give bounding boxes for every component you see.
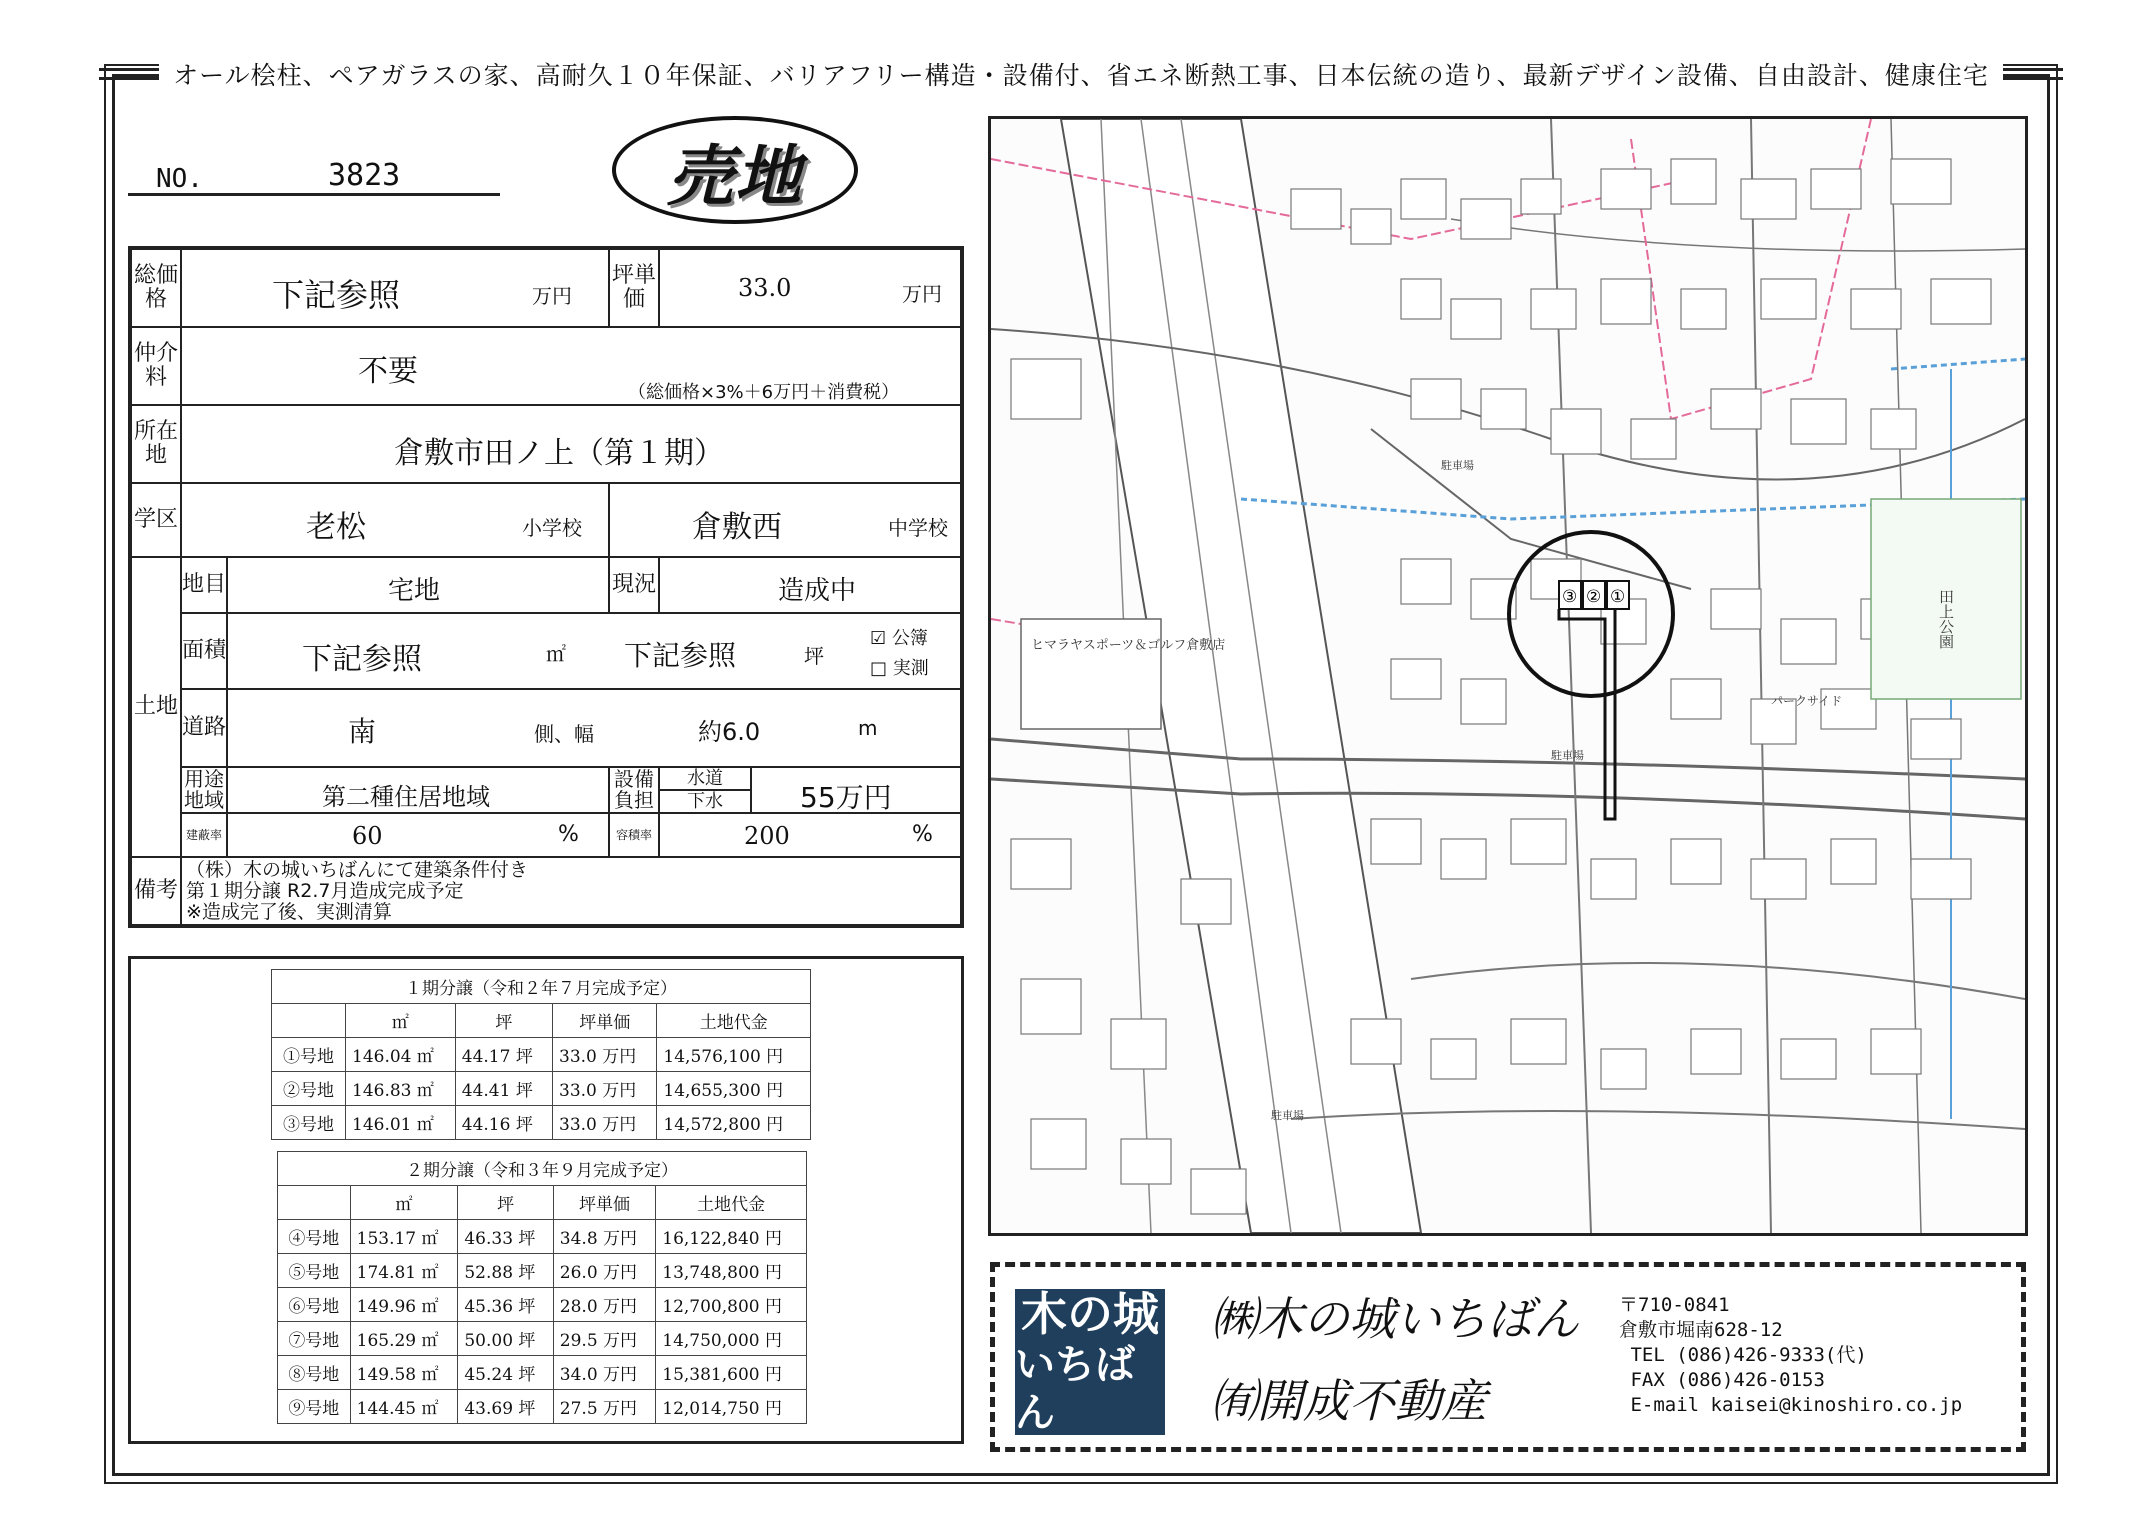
price-value: 下記参照	[272, 276, 401, 314]
phase1-caption: １期分譲（令和２年７月完成予定）	[272, 970, 811, 1004]
elementary-value: 老松	[306, 510, 366, 545]
road-cell	[227, 689, 961, 767]
phase1-cell: ②号地	[272, 1072, 346, 1106]
phase2-cell: 16,122,840 円	[656, 1220, 807, 1254]
phase2-cell: 165.29 ㎡	[350, 1322, 458, 1356]
area-cell	[227, 613, 961, 689]
phase1-cell: ③号地	[272, 1106, 346, 1140]
area-option-official[interactable]: ☑ 公簿	[870, 628, 928, 649]
phase1-header-cell: 土地代金	[657, 1004, 811, 1038]
lot-1-label: ①	[1610, 587, 1626, 607]
chimoku-value: 宅地	[388, 576, 441, 606]
elementary-unit: 小学校	[522, 516, 582, 540]
phase2-table	[277, 1151, 807, 1424]
coverage-label: 建蔽率	[181, 813, 227, 857]
land-label: 土地	[131, 557, 181, 857]
phase1-cell: 146.01 ㎡	[346, 1106, 456, 1140]
elementary-cell	[181, 483, 609, 557]
company-box	[990, 1262, 2026, 1452]
zoning-cell	[227, 767, 609, 813]
genkyo-cell	[659, 557, 961, 613]
phase2-cell: 27.5 万円	[553, 1390, 655, 1424]
phase2-cell: 34.0 万円	[553, 1356, 655, 1390]
phase2-header-row	[278, 1186, 807, 1220]
phase2-cell: 46.33 坪	[458, 1220, 553, 1254]
phase2-caption: ２期分譲（令和３年９月完成予定）	[278, 1152, 807, 1186]
phase2-cell: 144.45 ㎡	[350, 1390, 458, 1424]
phase1-header-cell	[272, 1004, 346, 1038]
phase2-cell: ⑥号地	[278, 1288, 351, 1322]
location-label: 所在地	[131, 405, 181, 483]
phase2-cell: 50.00 坪	[458, 1322, 553, 1356]
junior-unit: 中学校	[888, 516, 948, 540]
coverage-value: 60	[352, 822, 383, 850]
company-tel[interactable]: TEL (086)426-9333(代)	[1619, 1344, 1867, 1366]
parking-label-3: 駐車場	[1271, 1109, 1304, 1122]
coverage-cell	[227, 813, 609, 857]
road-label: 道路	[181, 689, 227, 767]
phase2-cell: ④号地	[278, 1220, 351, 1254]
listing-number-value: 3823	[328, 158, 401, 193]
road-side-label: 側、幅	[534, 722, 594, 746]
phase2-header-cell: 坪単価	[553, 1186, 655, 1220]
junior-cell	[609, 483, 961, 557]
coverage-unit: %	[558, 822, 579, 847]
phase2-cell: 14,750,000 円	[656, 1322, 807, 1356]
junior-value: 倉敷西	[692, 510, 782, 545]
tsubo-price-value: 33.0	[738, 274, 792, 302]
listing-type-badge	[612, 116, 858, 224]
banner-right-rule	[2003, 68, 2063, 80]
table-row	[278, 1356, 807, 1390]
phase1-header-cell: 坪単価	[553, 1004, 657, 1038]
tsubo-price-label: 坪単価	[609, 249, 659, 327]
utility-label: 設備負担	[609, 767, 659, 813]
phase2-cell: 13,748,800 円	[656, 1254, 807, 1288]
utility-water: 水道	[659, 767, 751, 790]
company-address: 倉敷市堀南628-12	[1619, 1319, 1783, 1341]
chimoku-cell	[227, 557, 609, 613]
area-option-measured[interactable]: □ 実測	[870, 658, 929, 679]
area-value-tsubo: 下記参照	[624, 639, 737, 672]
phase2-cell: 15,381,600 円	[656, 1356, 807, 1390]
fee-label: 仲介料	[131, 327, 181, 405]
lot-2-label: ②	[1586, 587, 1602, 607]
lot-pricing-panel	[128, 956, 964, 1444]
park-label: 田上公園	[1937, 589, 1955, 649]
phase2-cell: ⑧号地	[278, 1356, 351, 1390]
listing-number	[128, 158, 500, 196]
table-row	[278, 1322, 807, 1356]
phase2-cell: 12,014,750 円	[656, 1390, 807, 1424]
table-row	[272, 1038, 811, 1072]
phase2-cell: 149.96 ㎡	[350, 1288, 458, 1322]
phase2-header-cell: 坪	[458, 1186, 553, 1220]
logo-line-2: いちばん	[1015, 1341, 1135, 1436]
phase1-cell: ①号地	[272, 1038, 346, 1072]
remarks-line-3: ※造成完了後、実測清算	[186, 901, 392, 923]
phase2-cell: ⑨号地	[278, 1390, 351, 1424]
feature-banner	[112, 58, 2050, 90]
road-width-unit: m	[858, 716, 878, 740]
area-unit-m2: ㎡	[546, 642, 566, 666]
location-value: 倉敷市田ノ上（第１期）	[394, 436, 724, 471]
area-value-m2: 下記参照	[302, 642, 422, 677]
phase2-cell: 45.24 坪	[458, 1356, 553, 1390]
phase2-cell: 29.5 万円	[553, 1322, 655, 1356]
store-label: ヒマラヤスポーツ＆ゴルフ倉敷店	[1031, 638, 1226, 653]
banner-text: オール桧柱、ペアガラスの家、高耐久１０年保証、バリアフリー構造・設備付、省エネ断熱工事、日本伝統の造り、最新デザイン設備、自由設計、健康住宅	[159, 56, 2003, 92]
phase1-cell: 44.16 坪	[455, 1106, 552, 1140]
floor-ratio-value: 200	[744, 822, 790, 850]
table-row	[272, 1106, 811, 1140]
phase1-cell: 14,655,300 円	[657, 1072, 811, 1106]
park-side-label: パークサイド	[1771, 694, 1843, 708]
company-logo	[1015, 1289, 1165, 1435]
parking-label-2: 駐車場	[1551, 749, 1584, 762]
phase1-cell: 44.17 坪	[455, 1038, 552, 1072]
table-row	[278, 1390, 807, 1424]
remarks-line-2: 第１期分譲 R2.7月造成完成予定	[186, 880, 464, 902]
remarks-label: 備考	[131, 857, 181, 925]
company-name-1: ㈱木の城いちばん	[1211, 1292, 1579, 1346]
phase1-cell: 33.0 万円	[553, 1106, 657, 1140]
tsubo-price-cell	[659, 249, 961, 327]
price-cell	[181, 249, 609, 327]
spec-table	[128, 246, 964, 928]
phase1-cell: 33.0 万円	[553, 1072, 657, 1106]
banner-left-rule	[99, 68, 159, 80]
road-direction: 南	[348, 715, 377, 748]
utility-cost-cell	[751, 767, 961, 813]
phase2-header-cell: ㎡	[350, 1186, 458, 1220]
location-map[interactable]	[988, 116, 2028, 1236]
phase1-cell: 146.83 ㎡	[346, 1072, 456, 1106]
lot-3-label: ③	[1562, 587, 1578, 607]
phase2-cell: 45.36 坪	[458, 1288, 553, 1322]
fee-value: 不要	[358, 354, 418, 389]
phase2-cell: 43.69 坪	[458, 1390, 553, 1424]
floor-ratio-cell	[659, 813, 961, 857]
company-contact	[1619, 1293, 1962, 1418]
road-width: 約6.0	[698, 718, 761, 746]
phase2-header-cell: 土地代金	[656, 1186, 807, 1220]
fee-cell	[181, 327, 961, 405]
phase1-header-row	[272, 1004, 811, 1038]
table-row	[278, 1254, 807, 1288]
tsubo-price-unit: 万円	[902, 282, 942, 306]
area-label: 面積	[181, 613, 227, 689]
school-label: 学区	[131, 483, 181, 557]
phase1-header-cell: 坪	[455, 1004, 552, 1038]
utility-cost-value: 55万円	[800, 781, 892, 814]
phase2-cell: ⑤号地	[278, 1254, 351, 1288]
phase2-cell: 52.88 坪	[458, 1254, 553, 1288]
map-svg	[991, 119, 2025, 1233]
phase1-cell: 44.41 坪	[455, 1072, 552, 1106]
phase2-cell: 153.17 ㎡	[350, 1220, 458, 1254]
store-block	[1021, 619, 1161, 729]
remarks-line-1: （株）木の城いちばんにて建築条件付き	[186, 859, 529, 881]
company-name-2: ㈲開成不動産	[1211, 1374, 1487, 1428]
table-row	[278, 1220, 807, 1254]
zoning-value: 第二種住居地域	[322, 783, 490, 811]
table-row	[278, 1288, 807, 1322]
chimoku-label: 地目	[181, 557, 227, 613]
floor-ratio-unit: %	[912, 822, 933, 847]
phase1-table	[271, 969, 811, 1140]
company-fax: FAX (086)426-0153	[1619, 1369, 1825, 1391]
phase1-cell: 14,576,100 円	[657, 1038, 811, 1072]
company-email[interactable]: E-mail kaisei@kinoshiro.co.jp	[1619, 1394, 1963, 1416]
price-unit: 万円	[532, 284, 572, 308]
phase2-cell: 149.58 ㎡	[350, 1356, 458, 1390]
phase2-cell: 34.8 万円	[553, 1220, 655, 1254]
phase2-cell: ⑦号地	[278, 1322, 351, 1356]
phase2-cell: 26.0 万円	[553, 1254, 655, 1288]
floor-ratio-label: 容積率	[609, 813, 659, 857]
genkyo-label: 現況	[609, 557, 659, 613]
area-unit-tsubo: 坪	[804, 644, 824, 668]
phase2-cell: 12,700,800 円	[656, 1288, 807, 1322]
phase2-cell: 28.0 万円	[553, 1288, 655, 1322]
phase1-cell: 33.0 万円	[553, 1038, 657, 1072]
phase1-header-cell: ㎡	[346, 1004, 456, 1038]
phase1-cell: 146.04 ㎡	[346, 1038, 456, 1072]
phase2-cell: 174.81 ㎡	[350, 1254, 458, 1288]
utility-sewer: 下水	[659, 790, 751, 813]
parking-label-1: 駐車場	[1441, 459, 1474, 472]
listing-type-text: 売地	[667, 137, 803, 215]
zoning-label: 用途地域	[181, 767, 227, 813]
company-postal: 〒710-0841	[1619, 1294, 1730, 1316]
listing-number-label: NO.	[156, 164, 203, 194]
logo-line-1: 木の城	[1021, 1287, 1159, 1341]
table-row	[272, 1072, 811, 1106]
phase1-cell: 14,572,800 円	[657, 1106, 811, 1140]
fee-note: （総価格×3%＋6万円＋消費税）	[628, 382, 900, 403]
phase2-header-cell	[278, 1186, 351, 1220]
genkyo-value: 造成中	[778, 576, 857, 606]
price-label: 総価格	[131, 249, 181, 327]
location-cell	[181, 405, 961, 483]
remarks-cell	[181, 857, 961, 925]
